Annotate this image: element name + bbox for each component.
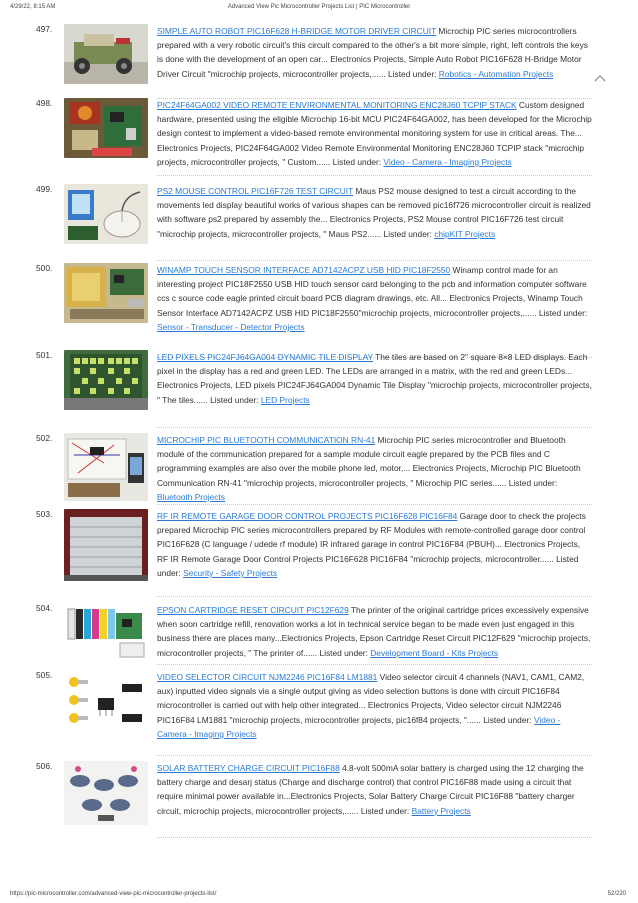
print-header xyxy=(0,0,638,14)
solar-charger-image xyxy=(64,761,148,825)
touch-sensor-board-image xyxy=(64,263,148,323)
project-thumbnail[interactable] xyxy=(64,263,148,323)
category-link[interactable]: chipKIT Projects xyxy=(434,228,496,239)
project-description: Garage door to check the projects prepared Microchip PIC series microcontrollers prepared by RF Modules with remote-controlled garage door control PIC16F628 (C language / udede rf module) IR infrared garage in control PIC16F84 (PBUH)... Electronics Projects, RF IR Remote Garage Door Control Projects PIC16F628 PIC16F84 "microchip projects, microcontroller...... Listed under: xyxy=(157,511,586,578)
video-selector-parts-image xyxy=(64,670,148,740)
divider xyxy=(157,504,592,505)
item-number: 498. xyxy=(36,98,53,108)
category-link[interactable]: Bluetooth Projects xyxy=(157,491,225,502)
project-thumbnail[interactable] xyxy=(64,670,148,740)
item-number: 502. xyxy=(36,433,53,443)
category-link[interactable]: Robotics - Automation Projects xyxy=(438,68,554,79)
project-title-link[interactable]: MICROCHIP PIC BLUETOOTH COMMUNICATION RN-41 xyxy=(157,435,376,445)
project-description: The tiles are based on 2" square 8×8 LED displays. Each pixel in the display has a red and green LED. The LEDs are arranged in a matrix, with the red and green LEDs... Electronics Projects, LED pixels PIC24FJ64GA004 Dynamic Tile Display "microchip projects, microcontroller projects, " The tiles...... Listed under: xyxy=(157,352,592,405)
category-link[interactable]: Video - Camera - Imaging Projects xyxy=(383,156,512,167)
epson-cartridges-image xyxy=(64,603,148,663)
divider xyxy=(157,175,592,176)
divider xyxy=(157,427,592,428)
chevron-up-icon[interactable] xyxy=(594,70,606,80)
category-link[interactable]: Sensor - Transducer - Detector Projects xyxy=(157,321,305,332)
item-text xyxy=(157,98,592,169)
item-number: 499. xyxy=(36,184,53,194)
item-number: 506. xyxy=(36,761,53,771)
project-title-link[interactable]: PS2 MOUSE CONTROL PIC16F726 TEST CIRCUIT xyxy=(157,186,354,196)
project-thumbnail[interactable] xyxy=(64,761,148,825)
item-number: 501. xyxy=(36,350,53,360)
project-description: Winamp control made for an interesting project PIC18F2550 USB HID touch sensor card belonging to the pcb and information computer software ccs c source code eagle printed circuit board PCB diagram drawings, etc. All... Electronics Projects, Winamp Touch Sensor Interface AD7142ACPZ USB HID PIC18F2550"microchip projects, microcontroller projects,...... Listed under: xyxy=(157,265,588,318)
divider xyxy=(157,260,592,261)
project-thumbnail[interactable] xyxy=(64,98,148,158)
project-title-link[interactable]: VIDEO SELECTOR CIRCUIT NJM2246 PIC16F84 LM1881 xyxy=(157,672,378,682)
led-tile-display-image xyxy=(64,350,148,410)
item-number: 503. xyxy=(36,509,53,519)
project-title-link[interactable]: WINAMP TOUCH SENSOR INTERFACE AD7142ACPZ USB HID PIC18F2550 xyxy=(157,265,451,275)
page-url: https://pic-microcontroller.com/advanced-view-pic-microcontroller-projects-list/ xyxy=(10,891,217,897)
item-text xyxy=(157,24,592,81)
item-text xyxy=(157,670,592,741)
project-title-link[interactable]: SOLAR BATTERY CHARGE CIRCUIT PIC16F88 xyxy=(157,763,340,773)
print-date: 4/29/22, 8:15 AM xyxy=(10,4,56,10)
item-text xyxy=(157,263,592,334)
item-text xyxy=(157,509,592,580)
item-text xyxy=(157,761,592,818)
project-description: Microchip PIC series microcontroller and Bluetooth module of the communication prepared for a sample module circuit eagle prepared by the PCB files and C programming examples are also over the mobile phone led, motor,... Electronics Projects, Microchip PIC Bluetooth Communication RN-41 "microchip projects, microcontroller projects, " Microchip PIC series...... Listed under: xyxy=(157,435,581,488)
category-link[interactable]: Security - Safety Projects xyxy=(183,567,278,578)
project-description: Video selector circuit 4 channels (NAV1, CAM1, CAM2, aux) inputted video signals via a single output giving as video selection buttons is done with circuit PIC16F84 microcontroller is carried out with help other integrated... Electronics Projects, Video selector circuit NJM2246 PIC16F84 LM1881 "microchip projects, microcontroller projects, pic16f84 projects, "...... Listed under: xyxy=(157,672,585,725)
bluetooth-breadboard-image xyxy=(64,433,148,501)
print-page-title: Advanced View Pic Microcontroller Projects List | PIC Microcontroller xyxy=(227,4,411,10)
ps2-mouse-image xyxy=(64,184,148,244)
category-link[interactable]: Battery Projects xyxy=(411,805,471,816)
project-thumbnail[interactable] xyxy=(64,350,148,410)
project-thumbnail[interactable] xyxy=(64,184,148,244)
project-description: 4.8-volt 500mA solar battery is charged using the 12 charging the battery charge and desarj status (Charge and discharge control) that control PIC16F88 made using a circuit that require minimal power available in...Electronics Projects, Solar Battery Charge Circuit PIC16F88 "battery charger circuit, microchip projects, microcontroller projects,...... Listed under: xyxy=(157,763,584,816)
category-link[interactable]: LED Projects xyxy=(260,394,310,405)
project-title-link[interactable]: EPSON CARTRIDGE RESET CIRCUIT PIC12F629 xyxy=(157,605,349,615)
item-text xyxy=(157,184,592,241)
monitoring-board-image xyxy=(64,98,148,158)
page-number: 52/220 xyxy=(607,891,626,897)
project-thumbnail[interactable] xyxy=(64,509,148,581)
divider xyxy=(157,664,592,665)
divider xyxy=(157,837,592,838)
item-number: 505. xyxy=(36,670,53,680)
category-link[interactable]: Video - Camera - Imaging Projects xyxy=(157,714,561,739)
project-description: Microchip PIC series microcontrollers prepared with a very robotic circuit's this circuit compared to the other's a bit more simple, right, left controls the keys is done with the development of an open car... Electronics Projects, Simple Auto Robot PIC16F628 H-Bridge Motor Driver Circuit "microchip projects, microcontroller projects,...... Listed under: xyxy=(157,26,588,79)
item-text xyxy=(157,433,592,504)
project-description: Custom designed hardware, presented using the eligible Microchip 16-bit MCU PIC24F64GA002, has been developed for the Microchip design contest to implement a video-based remote environmental monitoring system for use in critical areas. The... Electronics Projects, PIC24F64GA002 Video Remote Environmental Monitoring ENC28J60 TCPIP stack "microchip projects, microcontroller projects, " Custom...... Listed under: xyxy=(157,100,592,167)
print-footer xyxy=(0,889,638,903)
project-title-link[interactable]: RF IR REMOTE GARAGE DOOR CONTROL PROJECTS PIC16F628 PIC16F84 xyxy=(157,511,458,521)
item-text xyxy=(157,603,592,660)
project-description: Maus PS2 mouse designed to test a circuit according to the movements led display beautiful works of various shapes can be removed pic16f726 microcontroller circuit is realized with software ps2 prepared by assembly the... Electronics Projects, PS2 Mouse control PIC16F726 test circuit "microchip projects, microcontroller projects, " Maus PS2...... Listed under: xyxy=(157,186,591,239)
project-description: The printer of the original cartridge prices excessively expensive when soon cartridge refill, renovation works a lot in technical service began to be made even just engaged in this business there are places many...Electronics Projects, Epson Cartridge Reset Circuit PIC12F629 "microchip projects, microcontroller projects, " The printer of...... Listed under: xyxy=(157,605,591,658)
project-title-link[interactable]: SIMPLE AUTO ROBOT PIC16F628 H-BRIDGE MOTOR DRIVER CIRCUIT xyxy=(157,26,437,36)
item-number: 500. xyxy=(36,263,53,273)
item-number: 497. xyxy=(36,24,53,34)
project-title-link[interactable]: PIC24F64GA002 VIDEO REMOTE ENVIRONMENTAL MONITORING ENC28J60 TCPIP STACK xyxy=(157,100,517,110)
project-title-link[interactable]: LED PIXELS PIC24FJ64GA004 DYNAMIC TILE DISPLAY xyxy=(157,352,373,362)
project-thumbnail[interactable] xyxy=(64,603,148,663)
robot-car-image xyxy=(64,24,148,84)
item-number: 504. xyxy=(36,603,53,613)
item-text xyxy=(157,350,592,407)
category-link[interactable]: Development Board - Kits Projects xyxy=(370,647,499,658)
project-thumbnail[interactable] xyxy=(64,24,148,84)
garage-door-image xyxy=(64,509,148,581)
project-thumbnail[interactable] xyxy=(64,433,148,501)
divider xyxy=(157,755,592,756)
divider xyxy=(157,596,592,597)
